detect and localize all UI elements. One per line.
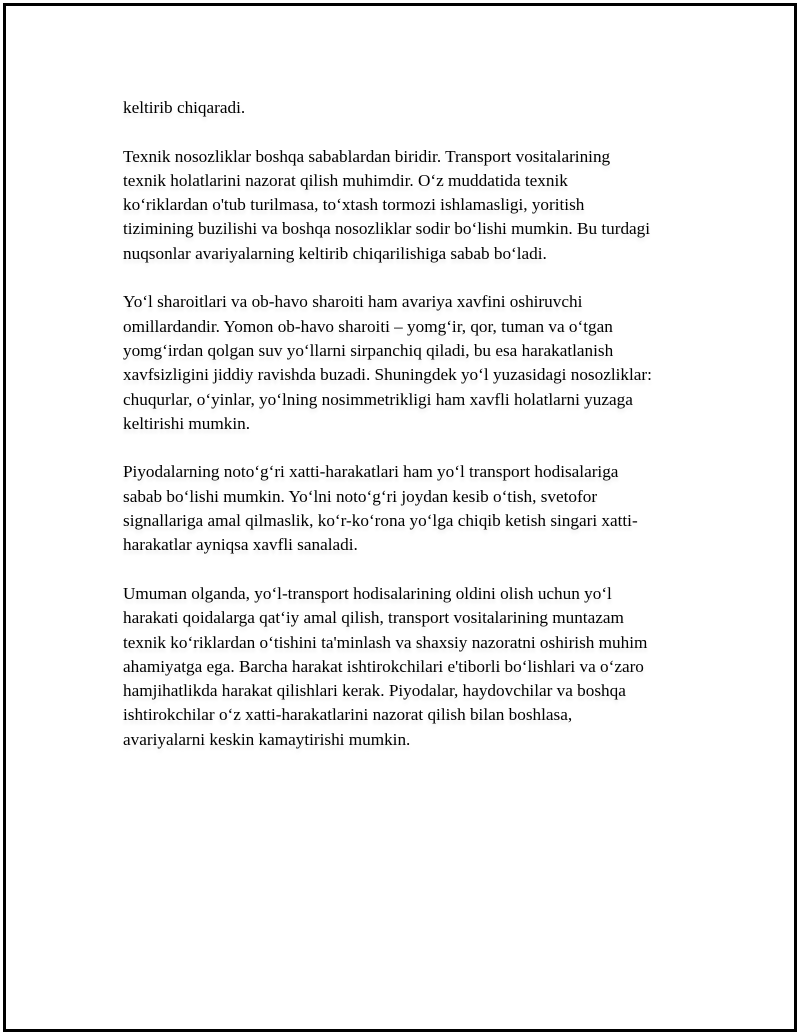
text-line: signallariga amal qilmaslik, koʻr-koʻrona yoʻlga chiqib ketish singari xatti- [123,511,638,531]
text-line: omillardandir. Yomon ob-havo sharoiti – yomgʻir, qor, tuman va oʻtgan [123,316,613,336]
page-frame [3,3,797,1032]
document-body [123,96,698,776]
text-line: xavfsizligini jiddiy ravishda buzadi. Shuningdek yoʻl yuzasidagi nosozliklar: [123,365,652,385]
text-line: ishtirokchilar oʻz xatti-harakatlarini nazorat qilish bilan boshlasa, [123,705,573,725]
text-line: yomgʻirdan qolgan suv yoʻllarni sirpanchiq qiladi, bu esa harakatlanish [123,340,614,360]
text-line: keltirishi mumkin. [123,413,250,433]
paragraph-2 [123,145,698,266]
text-line: hamjihatlikda harakat qilishlari kerak. Piyodalar, haydovchilar va boshqa [123,681,626,701]
text-line: harakati qoidalarga qatʻiy amal qilish, transport vositalarining muntazam [123,608,624,628]
text-line: Texnik nosozliklar boshqa sabablardan biridir. Transport vositalarining [123,146,611,166]
paragraph-4 [123,460,698,557]
paragraph-5 [123,582,698,752]
text-line: keltirib chiqaradi. [123,98,246,117]
text-line: koʻriklardan o'tub turilmasa, toʻxtash tormozi ishlamasligi, yoritish [123,195,585,215]
text-line: Umuman olganda, yoʻl-transport hodisalarining oldini olish uchun yoʻl [123,583,612,603]
text-line: texnik holatlarini nazorat qilish muhimdir. Oʻz muddatida texnik [123,170,568,190]
text-line: sabab boʻlishi mumkin. Yoʻlni notoʻgʻri joydan kesib oʻtish, svetofor [123,486,598,506]
text-line: chuqurlar, oʻyinlar, yoʻlning nosimmetrikligi ham xavfli holatlarni yuzaga [123,389,633,409]
text-line: avariyalarni keskin kamaytirishi mumkin. [123,729,411,749]
text-line: ahamiyatga ega. Barcha harakat ishtirokchilari e'tiborli boʻlishlari va oʻzaro [123,656,644,676]
text-line: nuqsonlar avariyalarning keltirib chiqarilishiga sabab boʻladi. [123,243,547,263]
paragraph-3 [123,290,698,436]
paragraph-1 [123,96,698,120]
text-line: Yoʻl sharoitlari va ob-havo sharoiti ham avariya xavfini oshiruvchi [123,292,583,312]
text-line: tizimining buzilishi va boshqa nosozliklar sodir boʻlishi mumkin. Bu turdagi [123,219,651,239]
text-line: texnik koʻriklardan oʻtishini ta'minlash va shaxsiy nazoratni oshirish muhim [123,632,648,652]
text-line: Piyodalarning notoʻgʻri xatti-harakatlari ham yoʻl transport hodisalariga [123,462,619,482]
text-line: harakatlar ayniqsa xavfli sanaladi. [123,535,358,555]
